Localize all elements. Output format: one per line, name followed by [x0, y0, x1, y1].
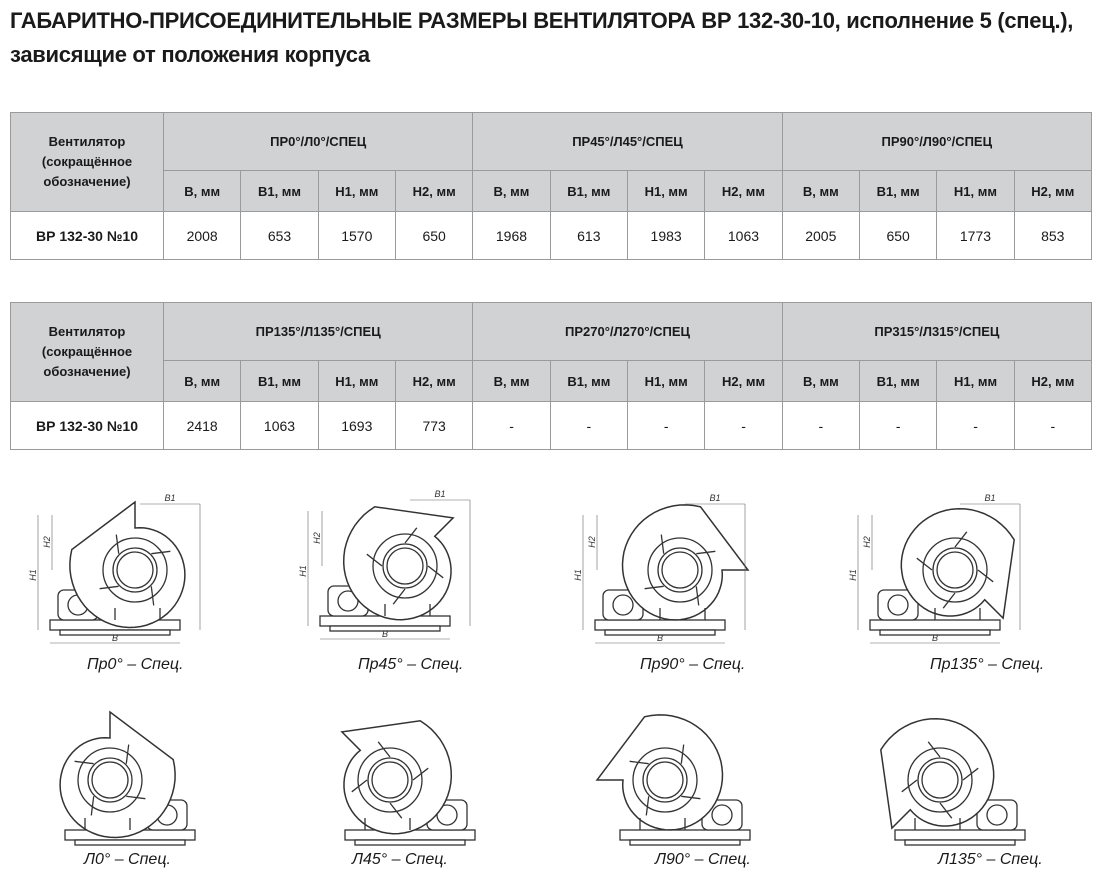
diagram-caption: Пр90° – Спец. — [640, 656, 746, 673]
fan-drawing — [870, 509, 1014, 635]
fan-name-cell: ВР 132-30 №10 — [11, 402, 164, 450]
value-cell: - — [473, 402, 550, 450]
fan-diagram — [575, 480, 765, 650]
base-plate — [630, 840, 740, 845]
value-cell: 1570 — [318, 212, 395, 260]
fan-diagram — [855, 690, 1045, 860]
fan-drawing — [320, 507, 453, 631]
column-header: Н1, мм — [318, 171, 395, 212]
column-header: В1, мм — [550, 361, 627, 402]
column-header: В1, мм — [550, 171, 627, 212]
base-frame — [895, 830, 1025, 840]
value-cell: 650 — [859, 212, 936, 260]
column-header: В, мм — [782, 361, 859, 402]
fan-drawing — [597, 715, 750, 845]
dimensions-table-2 — [10, 302, 1092, 450]
column-header: В, мм — [164, 171, 241, 212]
group-header: ПР90°/Л90°/СПЕЦ — [782, 113, 1091, 171]
base-frame — [870, 620, 1000, 630]
fan-header-cell — [11, 113, 164, 212]
value-cell: 853 — [1014, 212, 1091, 260]
fan-diagram — [850, 480, 1040, 650]
diagram-caption: Л0° – Спец. — [84, 851, 171, 868]
base-frame — [620, 830, 750, 840]
fan-diagram — [25, 690, 215, 860]
value-cell: - — [937, 402, 1014, 450]
dimension-label-h1: H1 — [298, 565, 308, 577]
value-cell: 1063 — [705, 212, 782, 260]
column-header: Н2, мм — [395, 361, 472, 402]
value-cell: 2005 — [782, 212, 859, 260]
diagram-caption: Пр135° – Спец. — [930, 656, 1045, 673]
value-cell: - — [782, 402, 859, 450]
base-plate — [355, 840, 465, 845]
column-header: В1, мм — [241, 171, 318, 212]
column-header: Н1, мм — [937, 361, 1014, 402]
dimension-label-b: B — [656, 633, 664, 643]
fan-drawing — [50, 502, 185, 635]
value-cell: - — [550, 402, 627, 450]
value-cell: 1773 — [937, 212, 1014, 260]
dimension-label-h1: H1 — [848, 569, 858, 581]
fan-diagram — [30, 480, 220, 650]
group-header: ПР0°/Л0°/СПЕЦ — [164, 113, 473, 171]
dimension-label-h2: H2 — [862, 536, 872, 548]
fan-header-cell — [11, 303, 164, 402]
fan-header-line: (сокращённое — [41, 344, 133, 359]
value-cell: 773 — [395, 402, 472, 450]
column-header: Н2, мм — [705, 171, 782, 212]
column-header: Н2, мм — [1014, 361, 1091, 402]
group-header: ПР270°/Л270°/СПЕЦ — [473, 303, 782, 361]
value-cell: 653 — [241, 212, 318, 260]
dimension-label-b1: B1 — [434, 489, 446, 499]
group-header: ПР45°/Л45°/СПЕЦ — [473, 113, 782, 171]
table-row — [11, 402, 1092, 450]
column-header: Н2, мм — [1014, 171, 1091, 212]
column-header: Н2, мм — [395, 171, 472, 212]
fan-diagram — [300, 476, 490, 646]
dimension-label-h2: H2 — [587, 536, 597, 548]
base-plate — [75, 840, 185, 845]
dimension-label-b: B — [111, 633, 119, 643]
value-cell: - — [1014, 402, 1091, 450]
dimension-label-b1: B1 — [709, 493, 721, 503]
value-cell: - — [860, 402, 937, 450]
group-header: ПР315°/Л315°/СПЕЦ — [782, 303, 1091, 361]
fan-drawing — [342, 721, 475, 845]
dimension-label-h2: H2 — [42, 536, 52, 548]
value-cell: - — [628, 402, 705, 450]
value-cell: 1968 — [473, 212, 550, 260]
column-header: В1, мм — [859, 171, 936, 212]
fan-header-line: Вентилятор — [48, 324, 126, 339]
dimension-label-h1: H1 — [28, 569, 38, 581]
dimension-label-b: B — [931, 633, 939, 643]
value-cell: 650 — [395, 212, 472, 260]
column-header: Н2, мм — [705, 361, 782, 402]
value-cell: 1983 — [627, 212, 704, 260]
base-plate — [905, 840, 1015, 845]
value-cell: - — [705, 402, 782, 450]
column-header: В1, мм — [860, 361, 937, 402]
fan-drawing — [60, 712, 195, 845]
diagram-caption: Пр0° – Спец. — [87, 656, 184, 673]
dimension-label-b1: B1 — [164, 493, 176, 503]
fan-header-line: обозначение) — [43, 364, 131, 379]
column-header: В, мм — [782, 171, 859, 212]
column-header: Н1, мм — [628, 361, 705, 402]
group-header: ПР135°/Л135°/СПЕЦ — [164, 303, 473, 361]
diagram-caption: Л45° – Спец. — [352, 851, 448, 868]
fan-diagram — [580, 690, 770, 860]
diagram-caption: Пр45° – Спец. — [358, 656, 464, 673]
column-header: Н1, мм — [937, 171, 1014, 212]
value-cell: 1693 — [318, 402, 395, 450]
page-title: ГАБАРИТНО-ПРИСОЕДИНИТЕЛЬНЫЕ РАЗМЕРЫ ВЕНТИЛЯТОРА ВР 132-30-10, исполнение 5 (спец.), зависящие от положения корпуса — [10, 8, 1074, 67]
fan-drawing — [595, 505, 748, 635]
dimension-label-h1: H1 — [573, 569, 583, 581]
fan-name-cell: ВР 132-30 №10 — [11, 212, 164, 260]
value-cell: 1063 — [241, 402, 318, 450]
fan-header-line: Вентилятор — [48, 134, 126, 149]
fan-header-line: обозначение) — [43, 174, 131, 189]
column-header: В, мм — [473, 361, 550, 402]
dimensions-table-1 — [10, 112, 1092, 260]
column-header: В, мм — [473, 171, 550, 212]
column-header: Н1, мм — [318, 361, 395, 402]
value-cell: 2008 — [164, 212, 241, 260]
fan-header-line: (сокращённое — [41, 154, 133, 169]
column-header: В1, мм — [241, 361, 318, 402]
base-frame — [595, 620, 725, 630]
diagram-caption: Л135° – Спец. — [938, 851, 1043, 868]
value-cell: 2418 — [164, 402, 241, 450]
fan-diagram — [305, 690, 495, 860]
dimension-label-h2: H2 — [312, 532, 322, 544]
table-row — [11, 212, 1092, 260]
fan-drawing — [881, 719, 1025, 845]
dimension-label-b1: B1 — [984, 493, 996, 503]
column-header: В, мм — [164, 361, 241, 402]
diagram-caption: Л90° – Спец. — [655, 851, 751, 868]
column-header: Н1, мм — [627, 171, 704, 212]
value-cell: 613 — [550, 212, 627, 260]
dimension-label-b: B — [381, 629, 389, 639]
